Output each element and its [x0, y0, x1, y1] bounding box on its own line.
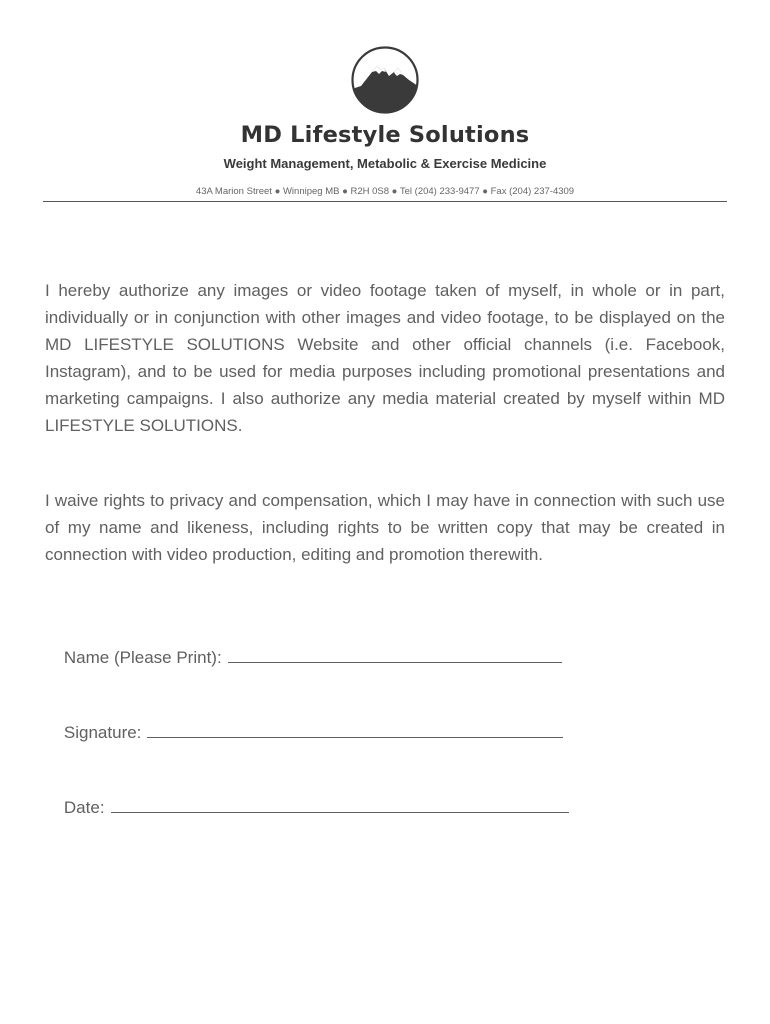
date-label: Date:: [63, 798, 105, 817]
date-input-line[interactable]: [111, 795, 569, 813]
company-address: 43A Marion Street ● Winnipeg MB ● R2H 0S8 ● Tel (204) 233-9477 ● Fax (204) 237-4309: [195, 186, 575, 197]
waiver-paragraph: I waive rights to privacy and compensation, which I may have in connection with such use of my name and likeness, including rights to be written copy that may be created in connection with video production, editing and promotion therewith.: [45, 491, 725, 564]
signature-input-line[interactable]: [147, 720, 563, 738]
company-name: MD Lifestyle Solutions: [240, 122, 530, 148]
mountain-logo-icon: [351, 46, 419, 114]
company-tagline: Weight Management, Metabolic & Exercise Medicine: [223, 156, 547, 171]
date-field: [45, 767, 569, 848]
signature-label: Signature:: [63, 723, 142, 742]
signature-field: [45, 692, 563, 773]
name-field: [45, 617, 562, 698]
name-label: Name (Please Print):: [63, 648, 222, 667]
authorization-paragraph: I hereby authorize any images or video footage taken of myself, in whole or in part, individually or in conjunction with other images and video footage, to be displayed on the MD LIFESTYLE SOLUTIONS Website and other official channels (i.e. Facebook, Instagram), and to be used for media purposes including promotional presentations and marketing campaigns. I also authorize any media material created by myself within MD LIFESTYLE SOLUTIONS.: [45, 281, 725, 435]
name-input-line[interactable]: [228, 645, 562, 663]
header-divider: [43, 201, 727, 202]
